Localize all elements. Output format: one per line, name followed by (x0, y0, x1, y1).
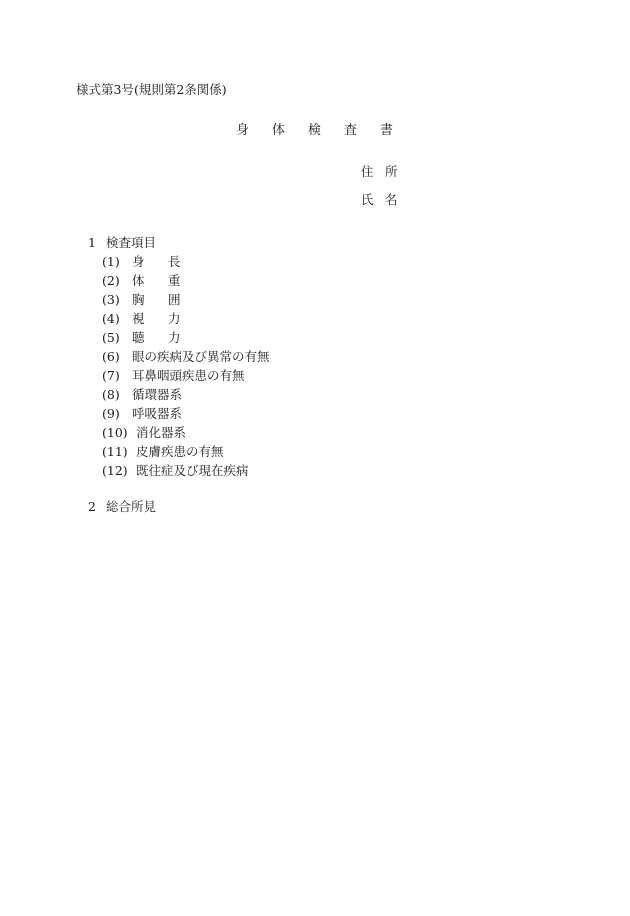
item-label (132, 273, 181, 288)
inspection-item (102, 389, 182, 402)
inspection-item (102, 332, 181, 345)
section-title: 総合所見 (106, 499, 157, 514)
inspection-item (102, 294, 181, 307)
address-label (361, 166, 398, 179)
item-number: (7) (102, 368, 120, 383)
item-label: 循環器系 (132, 387, 183, 402)
item-label: 消化器系 (136, 425, 187, 440)
item-label-char: 囲 (168, 292, 181, 307)
title-char: 体 (272, 123, 286, 138)
inspection-item (102, 408, 182, 421)
item-number: (8) (102, 387, 120, 402)
inspection-item (102, 427, 186, 440)
inspection-item (102, 370, 245, 383)
item-label-char: 力 (168, 311, 181, 326)
title-char: 書 (380, 123, 394, 138)
inspection-item (102, 256, 181, 269)
item-number: (10) (102, 425, 128, 440)
name-label-char: 名 (385, 192, 398, 207)
address-label-char: 所 (385, 164, 398, 179)
item-label (132, 311, 181, 326)
item-number: (12) (102, 463, 128, 478)
section-number: 2 (88, 499, 96, 514)
inspection-item (102, 351, 270, 364)
title-char: 身 (236, 123, 250, 138)
address-label-char: 住 (361, 164, 374, 179)
section-heading-inspection-items (88, 237, 156, 250)
name-label (361, 194, 398, 207)
inspection-item (102, 465, 249, 478)
section-heading-overall-findings (88, 501, 156, 514)
item-number: (3) (102, 292, 120, 307)
item-number: (6) (102, 349, 120, 364)
form-number: 様式第3号(規則第2条関係) (76, 82, 227, 97)
name-label-char: 氏 (361, 192, 374, 207)
item-number: (5) (102, 330, 120, 345)
item-number: (2) (102, 273, 120, 288)
item-number: (1) (102, 254, 120, 269)
item-label-char: 力 (168, 330, 181, 345)
inspection-item (102, 446, 224, 459)
item-number: (4) (102, 311, 120, 326)
item-label: 既往症及び現在疾病 (136, 463, 249, 478)
item-label: 皮膚疾患の有無 (136, 444, 224, 459)
document-title (236, 124, 393, 137)
item-label-char: 胸 (132, 292, 145, 307)
inspection-item (102, 313, 181, 326)
item-number: (11) (102, 444, 128, 459)
section-title: 検査項目 (106, 235, 157, 250)
item-label-char: 体 (132, 273, 145, 288)
title-char: 検 (308, 123, 322, 138)
item-label-char: 視 (132, 311, 145, 326)
item-label: 呼吸器系 (132, 406, 183, 421)
item-label-char: 長 (168, 254, 181, 269)
item-label: 耳鼻咽頭疾患の有無 (132, 368, 245, 383)
section-number: 1 (88, 235, 96, 250)
item-label-char: 身 (132, 254, 145, 269)
item-label (132, 330, 181, 345)
item-label-char: 重 (168, 273, 181, 288)
title-char: 査 (344, 123, 358, 138)
item-number: (9) (102, 406, 120, 421)
item-label (132, 254, 181, 269)
item-label (132, 292, 181, 307)
inspection-item (102, 275, 181, 288)
item-label: 眼の疾病及び異常の有無 (132, 349, 270, 364)
item-label-char: 聴 (132, 330, 145, 345)
